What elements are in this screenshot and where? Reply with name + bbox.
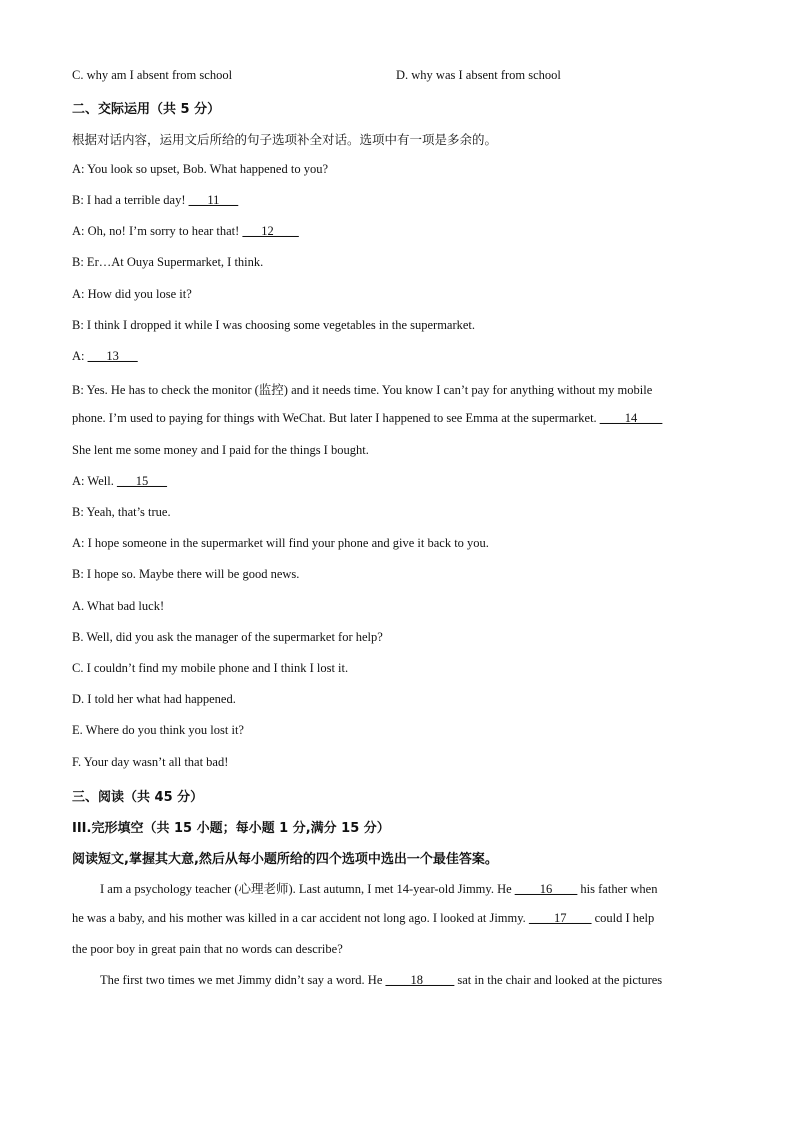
dialogue-line: A: How did you lose it? [72,287,192,301]
blank-18: ____18_____ [385,973,455,987]
answer-option-e: E. Where do you think you lost it? [72,723,244,737]
dialogue-line: B: Yeah, that’s true. [72,505,171,519]
dialogue-line: A: I hope someone in the supermarket will find your phone and give it back to you. [72,536,489,550]
dialogue-line: A: You look so upset, Bob. What happened to you? [72,162,329,176]
blank-16: ____16____ [514,882,578,896]
section3-instruction: 阅读短文,掌握其大意,然后从每小题所给的四个选项中选出一个最佳答案。 [72,852,498,867]
option-d-line [396,68,561,83]
dialogue-line: B: I had a terrible day! ___11___ [72,193,239,207]
blank-17: ____17____ [528,911,592,925]
dialogue-long-line-1: B: Yes. He has to check the monitor (监控) and it needs time. You know I can’t pay for anything without my mobile [72,383,653,397]
answer-option-a: A. What bad luck! [72,599,165,613]
blank-13: ___13___ [87,349,138,363]
answer-option-c: C. I couldn’t find my mobile phone and I think I lost it. [72,661,349,675]
blank-15: ___15___ [116,474,167,488]
answer-option-f: F. Your day wasn’t all that bad! [72,755,229,769]
blank-14: ____14____ [599,411,663,425]
section2-heading: 二、交际运用（共 5 分） [72,102,221,117]
dialogue-line: B: I hope so. Maybe there will be good news. [72,567,300,581]
section3-heading: 三、阅读（共 45 分） [72,790,204,805]
dialogue-line: B: Er…At Ouya Supermarket, I think. [72,255,264,269]
dialogue-line: A: Well. ___15___ [72,474,167,488]
section3-subheading: III.完形填空（共 15 小题；每小题 1 分,满分 15 分） [72,821,390,836]
dialogue-long-line-2: phone. I’m used to paying for things with WeChat. But later I happened to see Emma at the supermarket. ____14____ [72,411,663,425]
passage-line: I am a psychology teacher (心理老师). Last autumn, I met 14-year-old Jimmy. He ____16____ his father when [100,882,658,896]
dialogue-long-line-3: She lent me some money and I paid for the things I bought. [72,443,369,457]
dialogue-line: A: ___13___ [72,349,138,363]
blank-11: ___11___ [188,193,239,207]
answer-option-b: B. Well, did you ask the manager of the supermarket for help? [72,630,383,644]
dialogue-line: A: Oh, no! I’m sorry to hear that! ___12____ [72,224,299,238]
option-c-line [72,68,232,83]
blank-12: ___12____ [242,224,299,238]
passage-line: the poor boy in great pain that no words can describe? [72,942,343,956]
dialogue-line: B: I think I dropped it while I was choosing some vegetables in the supermarket. [72,318,476,332]
passage-line: he was a baby, and his mother was killed in a car accident not long ago. I looked at Jimmy. ____17____ could I help [72,911,655,925]
answer-option-d: D. I told her what had happened. [72,692,236,706]
section2-instruction: 根据对话内容，运用文后所给的句子选项补全对话。选项中有一项是多余的。 [72,132,498,147]
option-d: D. why was I absent from school [396,68,561,82]
passage-line: The first two times we met Jimmy didn’t say a word. He ____18_____ sat in the chair and looked at the pictures [100,973,663,987]
option-c: C. why am I absent from school [72,68,233,82]
